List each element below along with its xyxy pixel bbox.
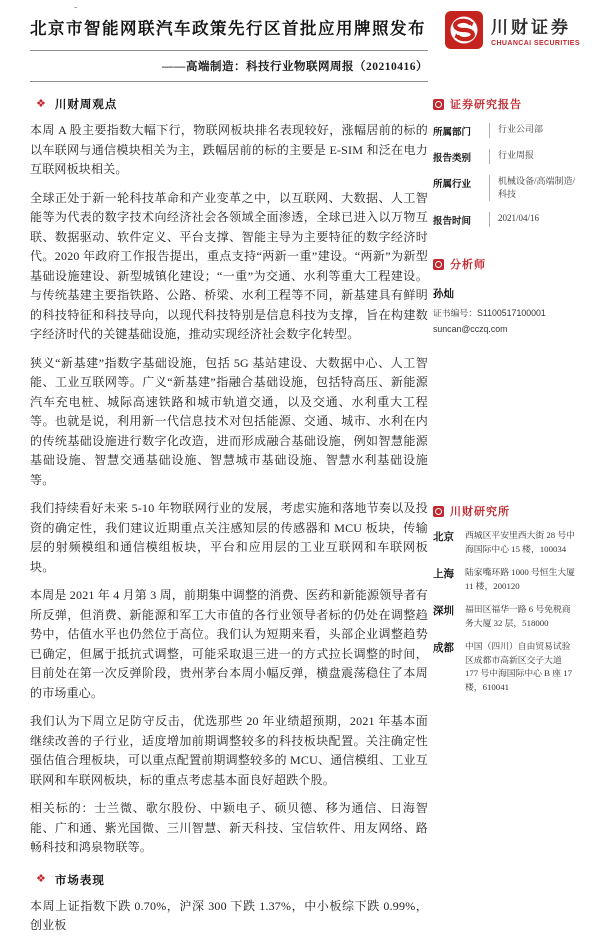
office-item-shenzhen (433, 603, 577, 630)
body-paragraph: 我们持续看好未来 5-10 年物联网行业的发展，考虑实施和落地节奏以及投资的确定性，我们建议近期重点关注感知层的传感器和 MCU 板块，传输层的射频模组和通信模组板块，平台和应用层的工业互联网和车联网板块。 (30, 501, 428, 574)
section-bullet-icon (433, 506, 444, 517)
office-address: 中国（四川）自由贸易试验区成都市高新区交子大道 177 号中海国际中心 B 座 17 楼，610041 (465, 641, 573, 692)
meta-row-date (433, 212, 577, 227)
market-paragraph: 本周上证指数下跌 0.70%，沪深 300 下跌 1.37%，中小板综下跌 0.99%，创业板 (30, 898, 428, 932)
logo-name-cn: 川财证券 (491, 18, 571, 37)
meta-row-category (433, 149, 577, 164)
analyst-cert-number: 证书编号：S1100517100001 (433, 308, 546, 318)
offices-title: 川财研究所 (450, 506, 510, 518)
office-item-chengdu (433, 640, 577, 694)
report-title: 北京市智能网联汽车政策先行区首批应用牌照发布 (30, 19, 426, 38)
meta-value: 机械设备/高端制造/科技 (489, 175, 577, 201)
body-paragraph: 全球正处于新一轮科技革命和产业变革之中，以互联网、大数据、人工智能等为代表的数字技术向经济社会各领域全面渗透，全球已进入以万物互联、数据驱动、软件定义、平台支撑、智能主导为主要特征的数字经济时代。2020 年政府工作报告提出，重点支持“两新一重”建设。“两新”为新型基础设施建设、新型城镇化建设；“一重”为交通、水利等重大工程建设。与传统基建主要指铁路、公路、桥梁、水利工程等不同，新基建具有鲜明的科技特征和科技导向，以现代科技特别是信息科技为支撑，旨在构建数字经济时代的关键基础设施，推动实现经济社会数字化转型。 (30, 190, 428, 341)
office-item-beijing (433, 529, 577, 556)
diamond-bullet-icon: ❖ (36, 97, 46, 110)
office-city: 成都 (433, 643, 454, 654)
logo-name-en: CHUANCAI SECURITIES (491, 40, 580, 47)
analyst-name: 孙灿 (433, 289, 454, 300)
section-market-performance (36, 872, 428, 888)
company-logo (444, 10, 580, 50)
page-artifact-mark: - (74, 2, 78, 13)
report-info-section (433, 96, 577, 227)
meta-row-department (433, 123, 577, 138)
meta-label: 报告时间 (433, 217, 472, 227)
body-paragraph: 相关标的：士兰微、歌尔股份、中颖电子、硕贝德、移为通信、日海智能、广和通、紫光国微、三川智慧、新天科技、宝信软件、用友网络、路畅科技和鸿泉物联等。 (30, 801, 428, 854)
report-subtitle: ——高端制造：科技行业物联网周报（20210416） (162, 61, 428, 73)
office-address: 陆家嘴环路 1000 号恒生大厦 11 楼，200120 (465, 567, 575, 591)
chuancai-logo-icon (444, 10, 484, 50)
office-address: 福田区福华一路 6 号免税商务大厦 32 层，518000 (465, 604, 571, 628)
main-column (30, 10, 428, 936)
meta-value: 行业周报 (489, 149, 577, 164)
meta-value: 2021/04/16 (489, 212, 577, 227)
office-address: 西城区平安里西大街 28 号中海国际中心 15 楼，100034 (465, 530, 575, 554)
meta-label: 所属行业 (433, 180, 472, 190)
header-rule-top (30, 50, 428, 51)
analyst-email-link[interactable]: suncan@cczq.com (433, 324, 508, 334)
diamond-bullet-icon: ❖ (36, 873, 46, 885)
office-city: 上海 (433, 569, 454, 580)
office-item-shanghai (433, 566, 577, 593)
section-bullet-icon (433, 99, 444, 110)
offices-section (433, 503, 577, 694)
body-paragraph: 本周是 2021 年 4 月第 3 周，前期集中调整的消费、医药和新能源领导者有所反弹，但消费、新能源和军工大市值的各行业领导者标的仍处在调整趋势中，估值水平也仍然位于高位。我们认为短期来看，头部企业调整趋势已确定，但属于抵抗式调整，可能采取退三进一的方式拉长调整的时间，目前处在第一次反弹阶段，贵州茅台本周小幅反弹，横盘震荡稳住了本周的市场重心。 (30, 588, 429, 700)
body-paragraph: 狭义“新基建”指数字基础设施，包括 5G 基站建设、大数据中心、人工智能、工业互联网等。广义“新基建”指融合基础设施，包括特高压、新能源汽车充电桩、城际高速铁路和城市轨道交通，以及交通、水利重大工程等。也就是说，利用新一代信息技术对包括能源、交通、城市、水利在内的传统基础设施进行数字化改造，进而形成融合基础设施，例如智慧能源基础设施、智慧交通基础设施、智慧城市基础设施、智慧水利基础设施等。 (30, 355, 428, 487)
analyst-section (433, 256, 577, 334)
section-weekly-view (36, 96, 428, 112)
office-city: 深圳 (433, 606, 454, 617)
section-title: 川财周观点 (54, 99, 118, 111)
meta-row-industry (433, 175, 577, 201)
report-info-header (433, 96, 577, 112)
office-city: 北京 (433, 532, 454, 543)
meta-label: 报告类别 (433, 154, 472, 164)
body-paragraph: 我们认为下周立足防守反击，优选那些 20 年业绩超预期，2021 年基本面继续改善的子行业，适度增加前期调整较多的科技板块配置。关注确定性强估值合理板块，可以重点配置前期调整较多的 MCU、通信模组、工业互联网和车联网板块，标的重点考虑基本面良好超跌个股。 (30, 714, 428, 787)
section-title: 市场表现 (54, 874, 105, 887)
meta-value: 行业公司部 (489, 123, 577, 138)
offices-header (433, 503, 577, 519)
meta-label: 所属部门 (433, 128, 472, 138)
analyst-header (433, 256, 577, 272)
body-paragraph: 本周 A 股主要指数大幅下行，物联网板块排名表现较好，涨幅居前的标的以车联网与通信模块相关为主，跌幅居前的标的主要是 E-SIM 和泛在电力互联网板块相关。 (30, 123, 428, 176)
analyst-title: 分析师 (450, 259, 486, 271)
section-bullet-icon (433, 259, 444, 270)
report-info-title: 证券研究报告 (450, 99, 522, 111)
header-rule-bottom (30, 81, 428, 82)
